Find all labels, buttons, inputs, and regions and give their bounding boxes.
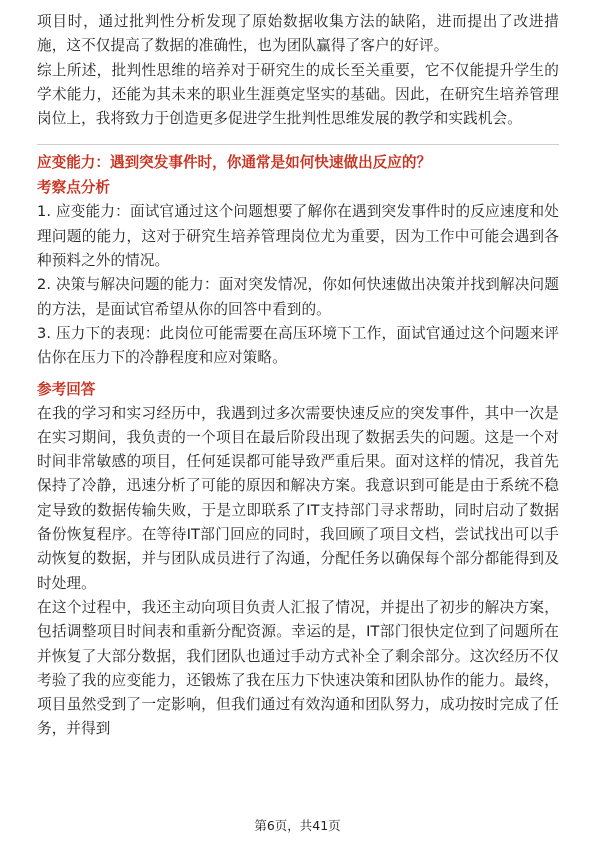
- intro-paragraph-2: 综上所述，批判性思维的培养对于研究生的成长至关重要，它不仅能提升学生的学术能力，还能为其未来的职业生涯奠定坚实的基础。因此，在研究生培养管理岗位上，我将致力于创造更多促进学生批判性思维发展的教学和实践机会。: [37, 61, 559, 128]
- answer-paragraph-2: 在这个过程中，我还主动向项目负责人汇报了情况，并提出了初步的解决方案，包括调整项目时间表和重新分配资源。幸运的是，IT部门很快定位到了问题所在并恢复了大部分数据，我们团队也通过手动方式补全了剩余部分。这次经历不仅考验了我的应变能力，还锻炼了我在压力下快速决策和团队协作的能力。最终，项目虽然受到了一定影响，但我们通过有效沟通和团队努力，成功按时完成了任务，并得到: [37, 598, 559, 738]
- question-title: 应变能力：遇到突发事件时，你通常是如何快速做出反应的？: [37, 154, 432, 172]
- page-number: 第6页，共41页: [254, 818, 341, 833]
- answer-paragraph-1: 在我的学习和实习经历中，我遇到过多次需要快速反应的突发事件，其中一次是在实习期间，我负责的一个项目在最后阶段出现了数据丢失的问题。这是一个对时间非常敏感的项目，任何延误都可能导致严重后果。面对这样的情况，我首先保持了冷静，迅速分析了可能的原因和解决方案。我意识到可能是由于系统不稳定导致的数据传输失败，于是立即联系了IT支持部门寻求帮助，同时启动了数据备份恢复程序。在等待IT部门回应的同时，我回顾了项目文档，尝试找出可以手动恢复的数据，并与团队成员进行了沟通，分配任务以确保每个部分都能得到及时处理。: [37, 404, 559, 592]
- analysis-heading: 考察点分析: [37, 179, 110, 197]
- document-page: [37, 10, 559, 742]
- section-divider: [37, 144, 559, 145]
- analysis-item-1: 1. 应变能力：面试官通过这个问题想要了解你在遇到突发事件时的反应速度和处理问题的能力，这对于研究生培养管理岗位尤为重要，因为工作中可能会遇到各种预料之外的情况。: [37, 203, 559, 270]
- intro-paragraph-1: 项目时，通过批判性分析发现了原始数据收集方法的缺陷，进而提出了改进措施，这不仅提高了数据的准确性，也为团队赢得了客户的好评。: [37, 13, 559, 55]
- answer-heading: 参考回答: [37, 380, 96, 398]
- analysis-item-2: 2. 决策与解决问题的能力：面对突发情况，你如何快速做出决策并找到解决问题的方法，是面试官希望从你的回答中看到的。: [37, 276, 559, 318]
- analysis-item-3: 3. 压力下的表现：此岗位可能需要在高压环境下工作，面试官通过这个问题来评估你在压力下的冷静程度和应对策略。: [37, 324, 559, 367]
